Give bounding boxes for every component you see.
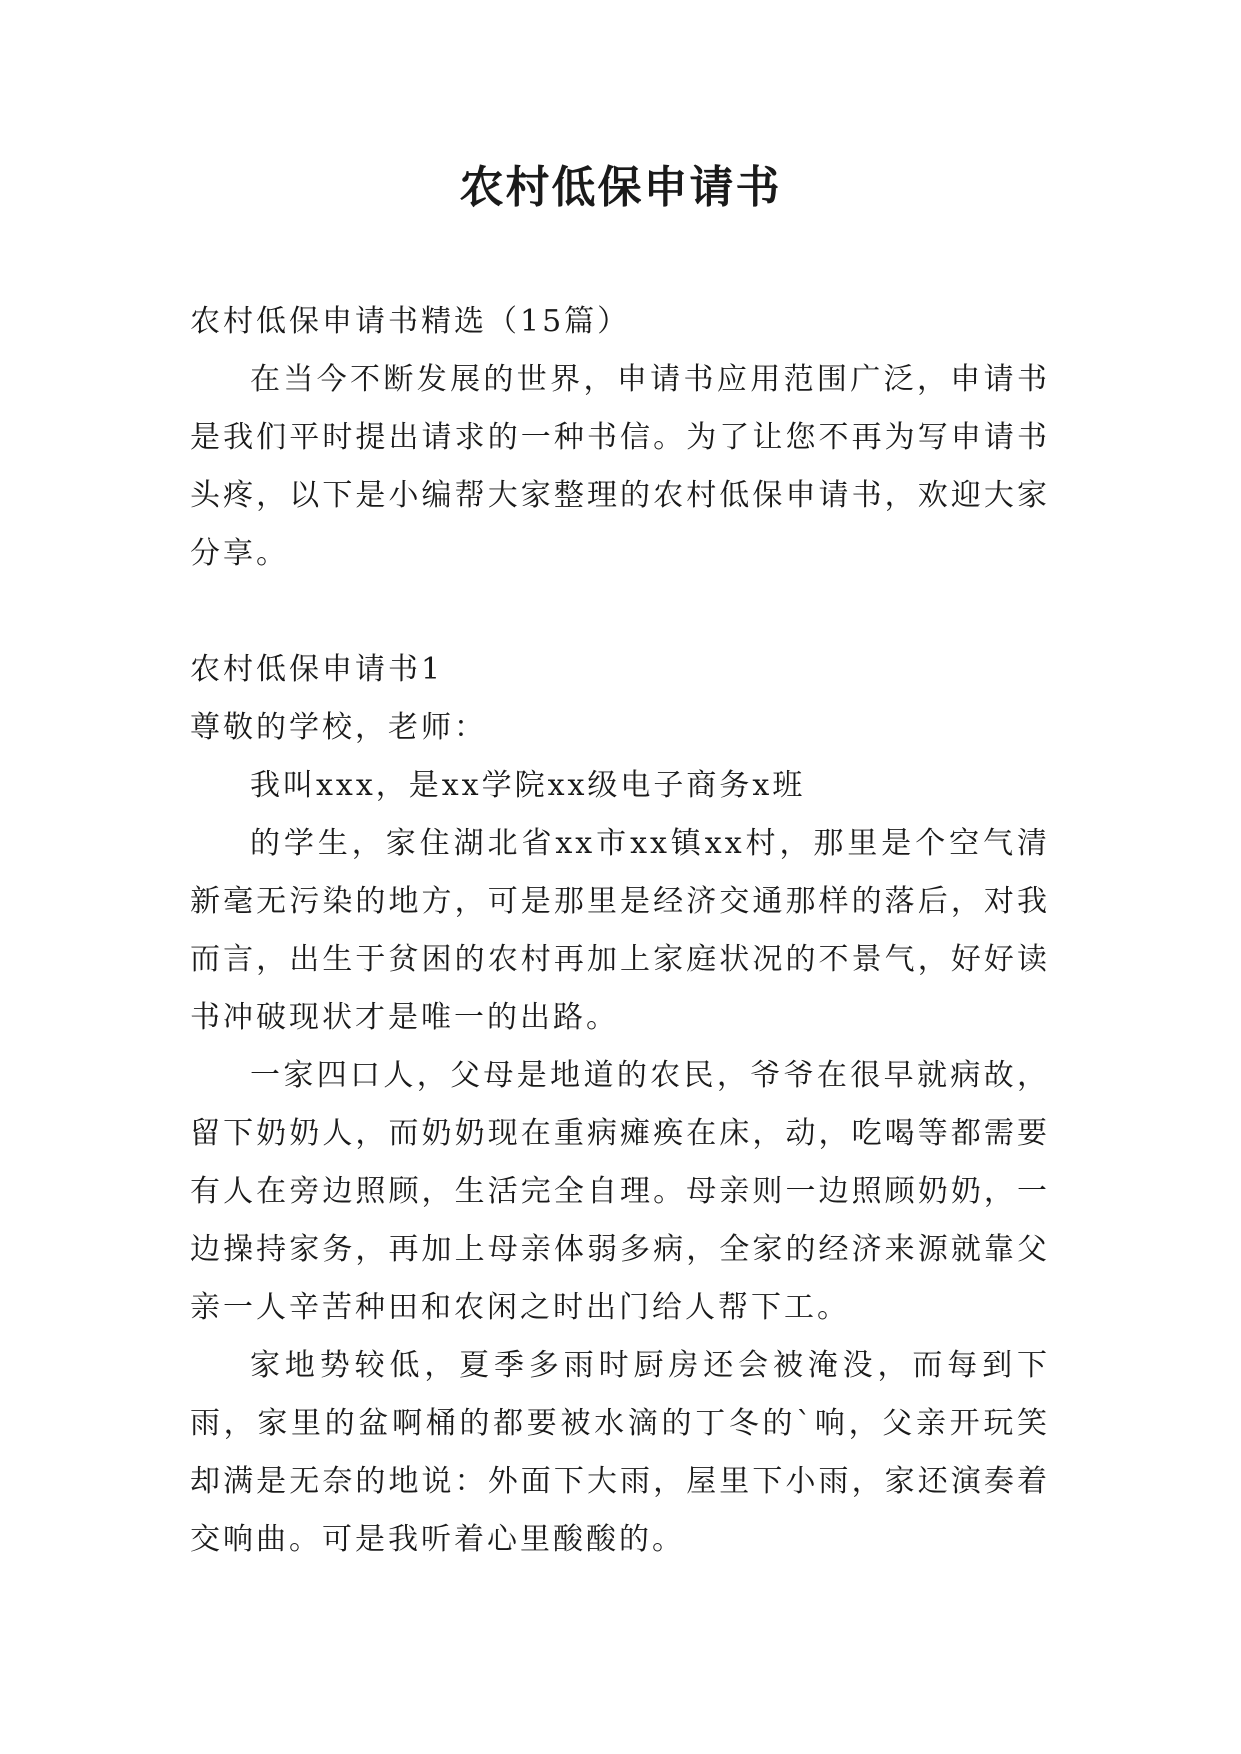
document-subtitle: 农村低保申请书精选（15篇） [190,304,631,339]
document-body [190,293,1050,1569]
section-spacer [190,583,1050,641]
body-paragraph: 一家四口人，父母是地道的农民，爷爷在很早就病故，留下奶奶人，而奶奶现在重病瘫痪在床，动，吃喝等都需要有人在旁边照顾，生活完全自理。母亲则一边照顾奶奶，一边操持家务，再加上母亲体弱多病，全家的经济来源就靠父亲一人辛苦种田和农闲之时出门给人帮下工。 [190,1058,1050,1325]
salutation: 尊敬的学校，老师： [190,710,487,745]
body-paragraph: 的学生，家住湖北省xx市xx镇xx村，那里是个空气清新毫无污染的地方，可是那里是经济交通那样的落后，对我而言，出生于贫困的农村再加上家庭状况的不景气，好好读书冲破现状才是唯一的出路。 [190,826,1050,1035]
body-paragraph: 家地势较低，夏季多雨时厨房还会被淹没，而每到下雨，家里的盆啊桶的都要被水滴的丁冬的`响，父亲开玩笑却满是无奈的地说：外面下大雨，屋里下小雨，家还演奏着交响曲。可是我听着心里酸酸的。 [190,1348,1050,1557]
section-heading: 农村低保申请书1 [190,652,444,687]
intro-paragraph: 在当今不断发展的世界，申请书应用范围广泛，申请书是我们平时提出请求的一种书信。为了让您不再为写申请书头疼，以下是小编帮大家整理的农村低保申请书，欢迎大家分享。 [190,362,1050,571]
document-title: 农村低保申请书 [459,162,782,213]
body-paragraph: 我叫xxx，是xx学院xx级电子商务x班 [250,768,806,803]
